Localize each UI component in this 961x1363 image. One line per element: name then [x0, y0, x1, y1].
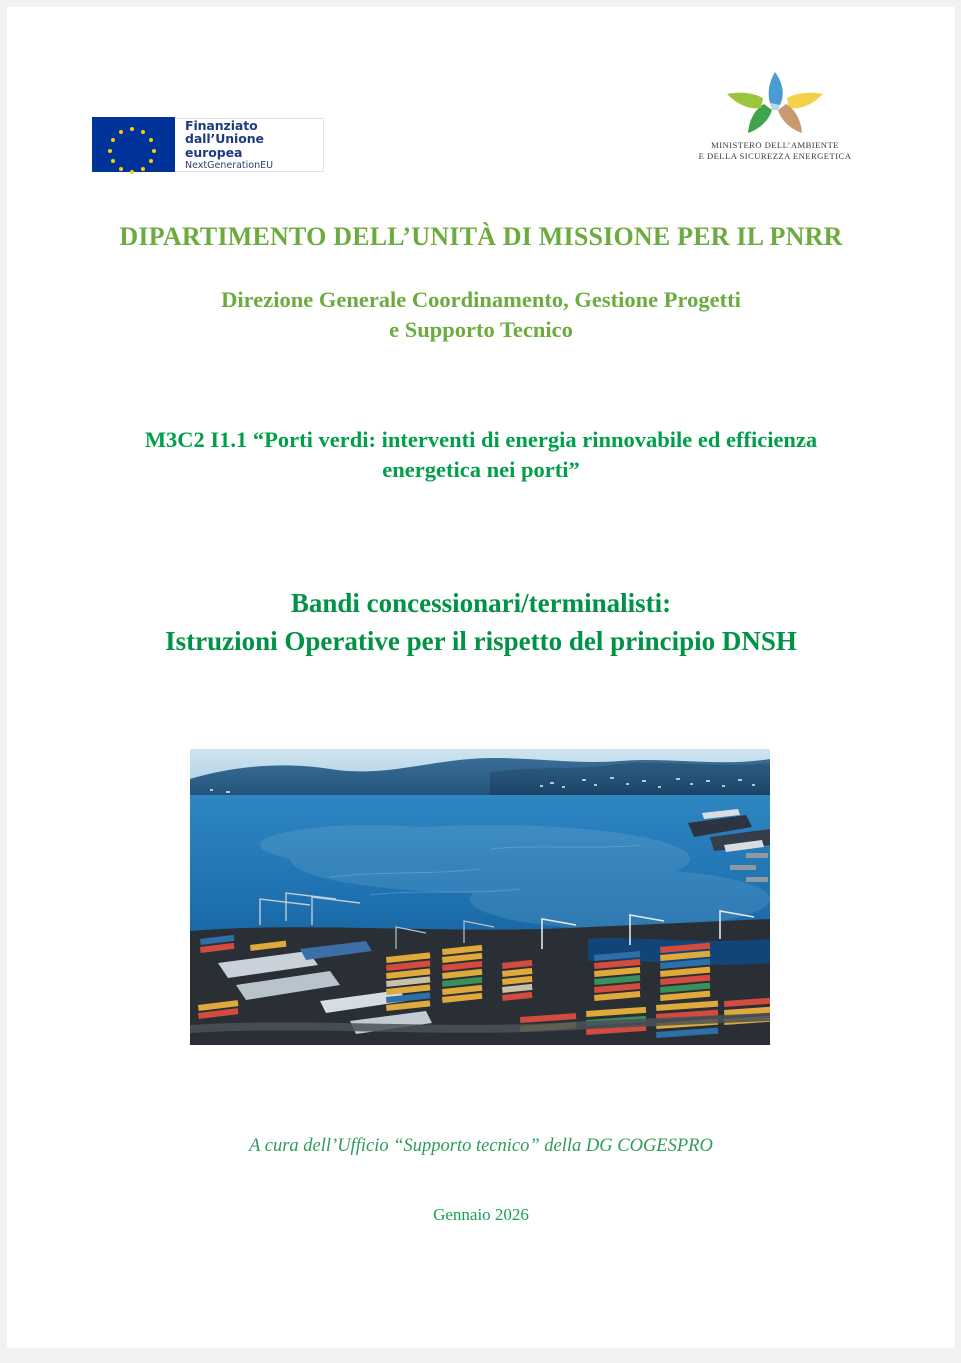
- measure-heading-line1: M3C2 I1.1 “Porti verdi: interventi di energia rinnovabile ed efficienza: [144, 427, 818, 452]
- ministry-caption-line1: MINISTERO DELL’AMBIENTE: [711, 140, 839, 150]
- eu-flag-icon: [92, 117, 175, 172]
- document-title-line2: Istruzioni Operative per il rispetto del principio DNSH: [165, 626, 797, 657]
- eu-logo-line2: dall’Unione europea: [185, 131, 264, 160]
- measure-heading-line2: energetica nei porti”: [382, 457, 580, 483]
- document-page: [7, 7, 955, 1348]
- direction-heading-line1: Direzione Generale Coordinamento, Gestione Progetti: [221, 287, 741, 312]
- ministry-pinwheel-star-icon: [675, 67, 875, 139]
- direction-heading-line2: e Supporto Tecnico: [389, 316, 573, 342]
- document-title-line1: Bandi concessionari/terminalisti:: [290, 588, 672, 618]
- credit-line: A cura dell’Ufficio “Supporto tecnico” della DG COGESPRO: [249, 1136, 713, 1156]
- department-heading: DIPARTIMENTO DELL’UNITÀ DI MISSIONE PER IL PNRR: [119, 222, 843, 251]
- direction-heading: [7, 285, 955, 345]
- measure-heading: [7, 425, 955, 486]
- document-title: [7, 584, 955, 661]
- eu-logo-text: [175, 119, 323, 170]
- cover-image-illustration: [190, 749, 770, 1045]
- eu-logo-line1: Finanziato: [185, 118, 258, 134]
- cover-image: [190, 749, 770, 1045]
- ministry-logo: [675, 67, 875, 175]
- ministry-caption-line2: E DELLA SICUREZZA ENERGETICA: [698, 151, 852, 162]
- eu-logo-line3: NextGenerationEU: [185, 159, 274, 171]
- date-line: Gennaio 2026: [433, 1205, 529, 1224]
- logo-row: [7, 7, 955, 192]
- ministry-caption: [675, 140, 875, 162]
- eu-funding-logo: [92, 118, 324, 172]
